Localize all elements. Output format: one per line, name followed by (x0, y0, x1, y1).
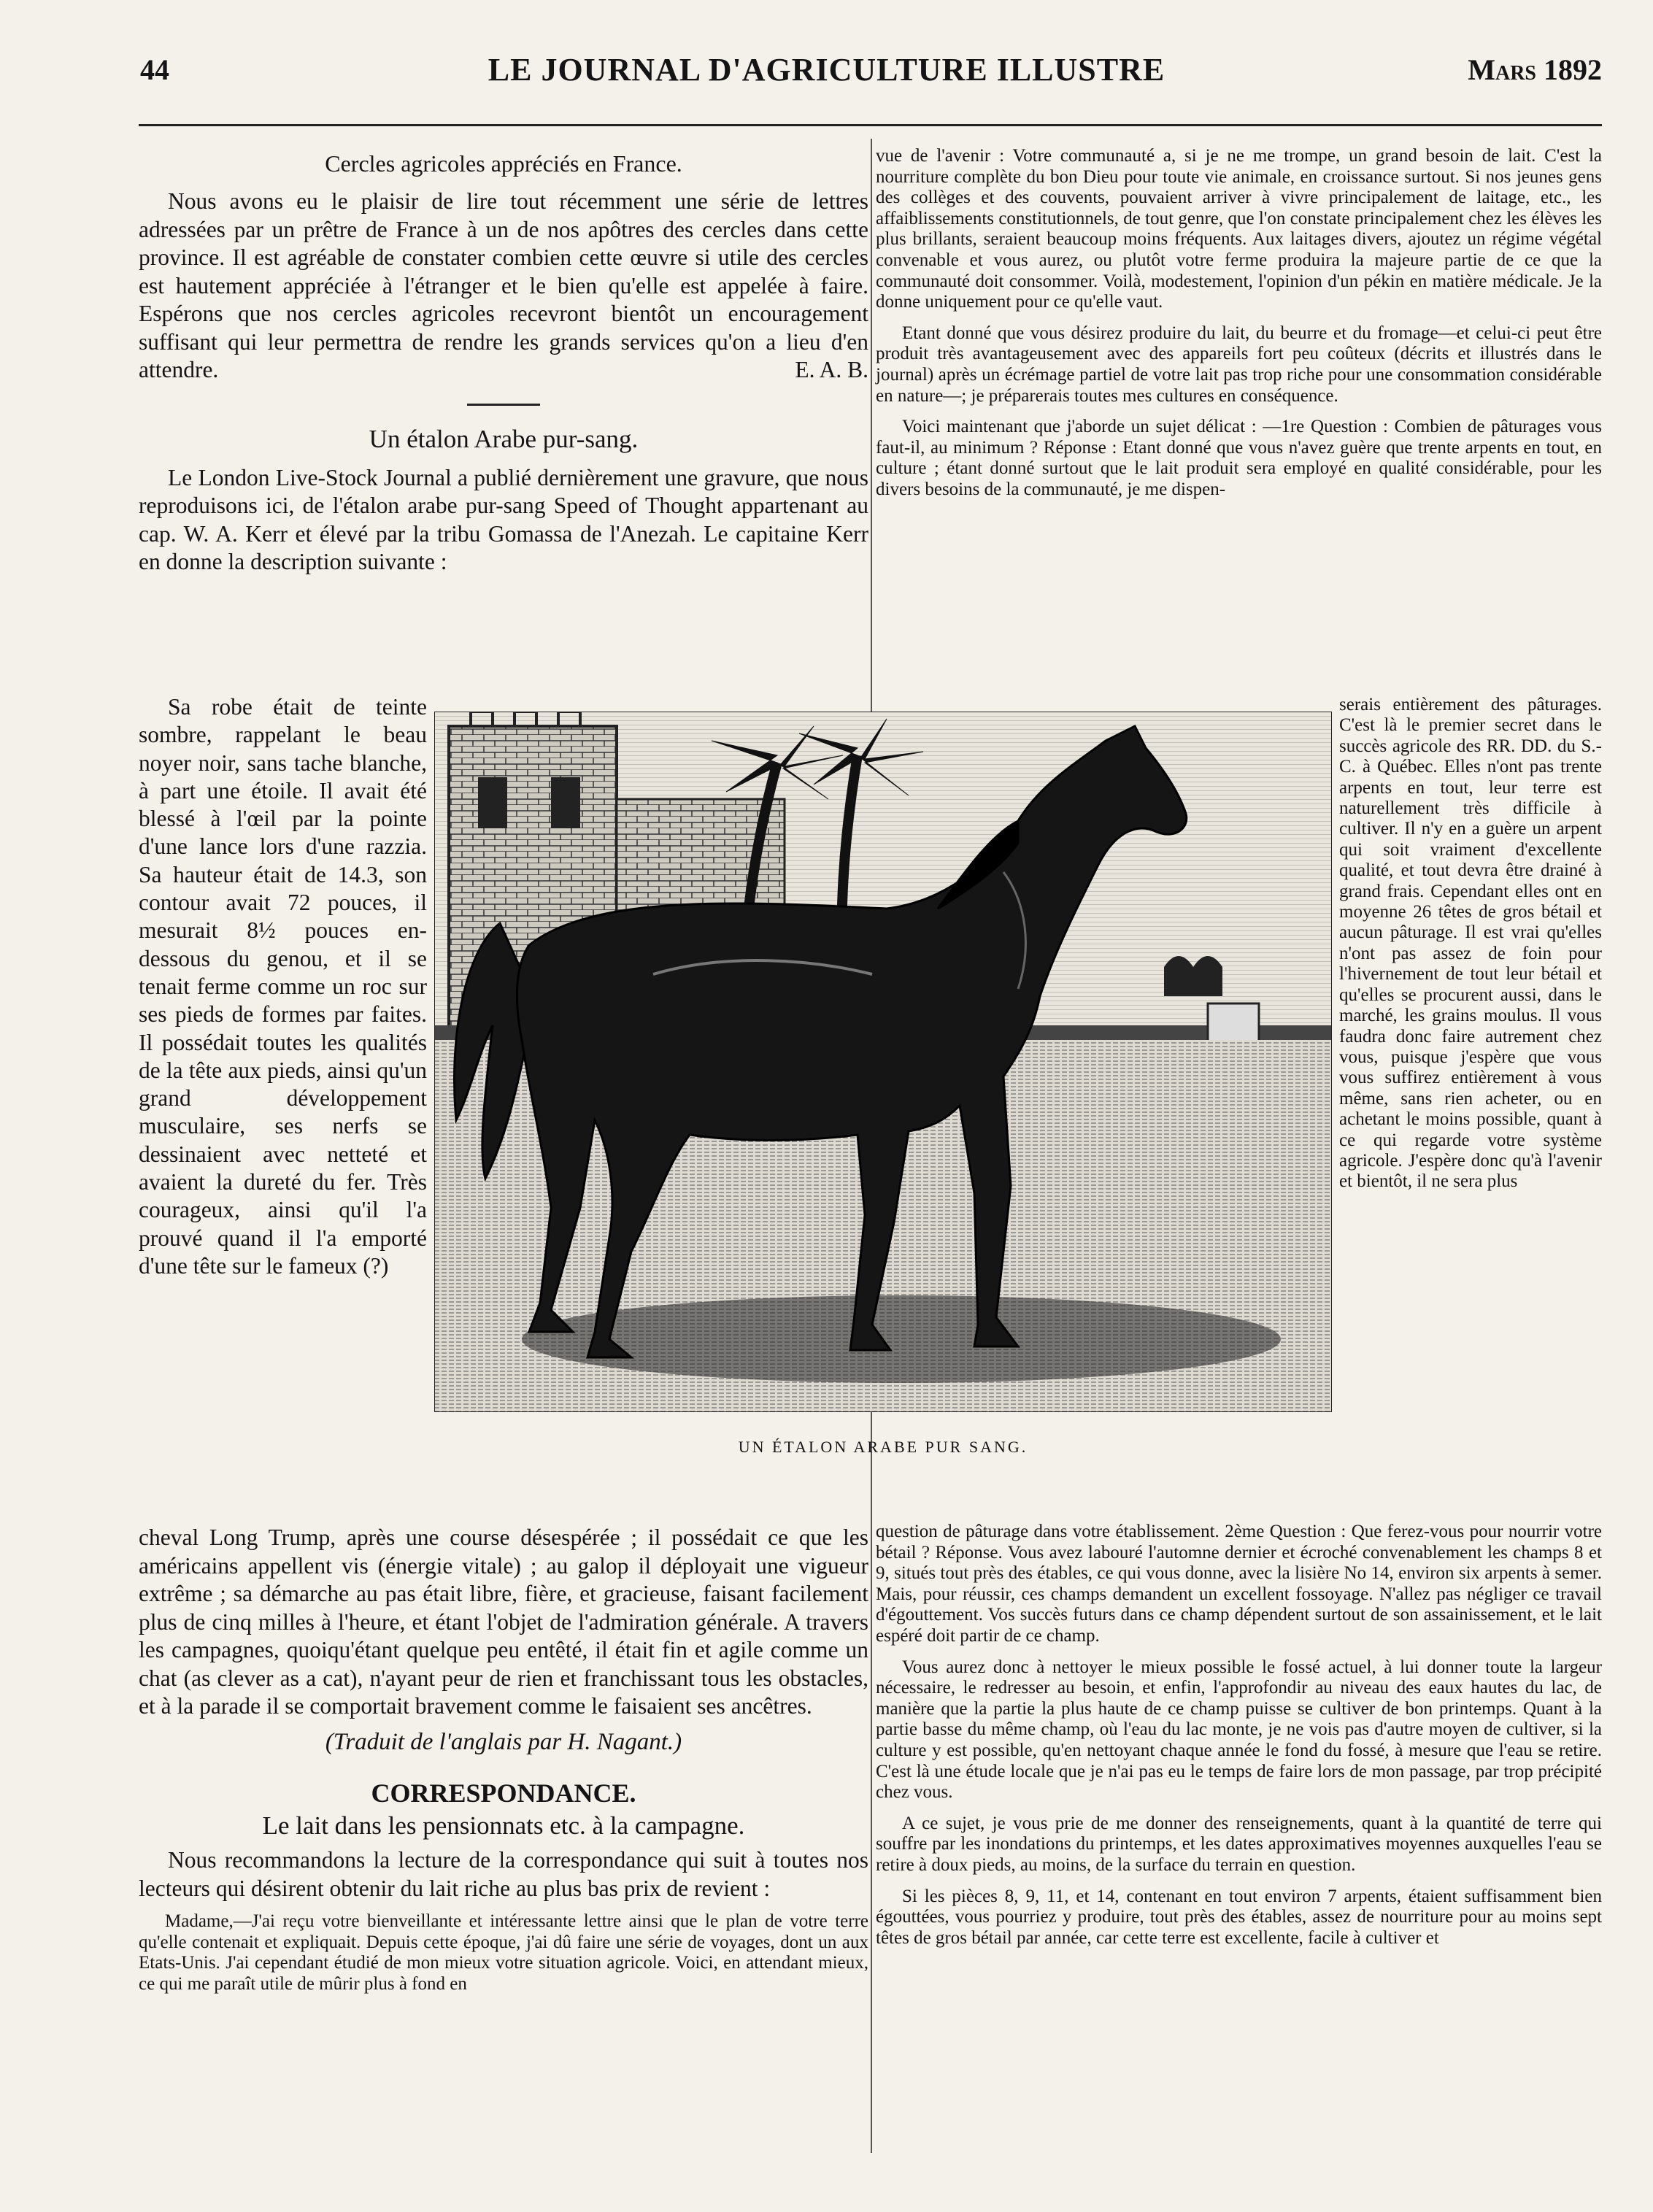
journal-title: LE JOURNAL D'AGRICULTURE ILLUSTRE (488, 52, 1165, 88)
right-column-wrapped (1339, 695, 1602, 1192)
article-title-cercles: Cercles agricoles appréciés en France. (325, 150, 682, 177)
right-column-lower (876, 1522, 1602, 1949)
right-column-upper (876, 146, 1602, 501)
correspondance-subtitle: Le lait dans les pensionnats etc. à la campagne. (262, 1811, 745, 1840)
letter-paragraph-5: Vous aurez donc à nettoyer le mieux possible le fossé actuel, à lui donner toute la largeur nécessaire, le redresser au besoin, et enfin, l'approfondir au niveau des eaux hautes du lac, de manière que la partie la plus haute de ce champ puisse se cultiver de bon printemps. Quant à la partie basse du même champ, où l'eau du lac monte, je ne vois pas d'autre moyen de cultiver, si la culture y est possible, qu'en nettoyant chaque année le fond du fossé, à mesure que l'eau se retire. C'est là une étude locale que je n'ai pas eu le temps de faire lors de mon passage, par trop précipité chez vous. (876, 1657, 1602, 1803)
header-rule (139, 124, 1602, 126)
horse-description-text: Sa robe était de teinte sombre, rappelant le beau noyer noir, sans tache blanche, à part une étoile. Il avait été blessé à l'œil par la pointe d'une lance lors d'une razzia. Sa hauteur était de 14.3, son contour avait 72 pouces, il mesurait 8½ pouces en-dessous du genou, et il se tenait ferme comme un roc sur ses pieds de formes par faites. Il possédait toutes les qualités de la tête aux pieds, ainsi qu'un grand développement musculaire, ses nerfs se dessinaient avec netteté et avaient la dureté du fer. Très courageux, ainsi qu'il l'a prouvé quand il l'a emporté d'une tête sur le fameux (?) (139, 694, 427, 1279)
page-number: 44 (140, 53, 169, 86)
letter-paragraph-1: vue de l'avenir : Votre communauté a, si je ne me trompe, un grand besoin de lait. C'est la nourriture complète du bon Dieu pour toute vie animale, en croissance surtout. Si nos jeunes gens des collèges et des couvents, pouvaient arriver à vivre principalement de laitage, etc., les affaiblissements constitutionnels, de tout genre, que l'on constate principalement chez les élèves les plus brillants, seraient beaucoup moins fréquents. Aux laitages divers, ajoutez un régime végétal convenable et vous aurez, ou plutôt votre ferme produira la majeure partie de ce que la communauté doit consommer. Voilà, modestement, l'opinion d'un pékin en matière médicale. Je la donne uniquement pour ce qu'elle vaut. (876, 146, 1602, 312)
left-column-upper (139, 146, 868, 577)
letter-paragraph-7: Si les pièces 8, 9, 11, et 14, contenant en tout environ 7 arpents, étaient suffisamment bien égouttées, vous pourriez y produire, tout près des étables, assez de nourriture pour au moins sept têtes de gros bétail par année, car cette terre est excellente, facile à cultiver et (876, 1886, 1602, 1948)
horse-description-continued: cheval Long Trump, après une course désespérée ; il possédait ce que les américains appellent vis (énergie vitale) ; au galop il déployait une vigueur extrême ; sa démarche au pas était libre, fière, et gracieuse, faisant facilement plus de cinq milles à l'heure, et étant l'objet de l'admiration générale. A travers les campagnes, quoiqu'étant quelque peu entêté, il était fin et agile comme un chat (as clever as a cat), n'ayant peur de rien et franchissant tous les obstacles, et à la parade il se comportait bravement comme le faisaient ses ancêtres. (139, 1525, 868, 1719)
article-body-cercles (139, 188, 868, 385)
correspondance-intro: Nous recommandons la lecture de la correspondance qui suit à toutes nos lecteurs qui désirent obtenir du lait riche au plus bas prix de revient : (139, 1847, 868, 1901)
translation-note: (Traduit de l'anglais par H. Nagant.) (325, 1728, 682, 1755)
article-title-etalon: Un étalon Arabe pur-sang. (369, 424, 639, 453)
letter-start: Madame,—J'ai reçu votre bienveillante et intéressante lettre ainsi que le plan de votre terre qu'elle contenait et expliquait. Depuis cette époque, j'ai dû faire une série de voyages, dont un aux Etats-Unis. J'ai cependant étudié de mon mieux votre situation agricole. Voici, en attendant mieux, ce qui me paraît utile de mûrir plus à fond en (139, 1911, 868, 1994)
article-text: Nous avons eu le plaisir de lire tout récemment une série de lettres adressées par un prêtre de France à un de nos apôtres des cercles dans cette province. Il est agréable de constater combien cette œuvre si utile des cercles est hautement appréciée à l'étranger et le bien qu'elle est appelée à faire. Espérons que nos cercles agricoles recevront bientôt un encouragement suffisant qui leur permettra de rendre les grands services qu'on a lieu d'en attendre. (139, 188, 868, 382)
letter-paragraph-3: Voici maintenant que j'aborde un sujet délicat : —1re Question : Combien de pâturages vous faut-il, au minimum ? Réponse : Etant donné que vous n'avez guère que trente arpents en tout, en culture ; étant donné surtout que le lait produit sera employé en qualité considérable, pour les divers besoins de la communauté, je me dispen- (876, 417, 1602, 499)
left-column-lower (139, 1524, 868, 1995)
correspondance-title: CORRESPONDANCE. (371, 1779, 636, 1808)
article-signature: E. A. B. (795, 357, 868, 382)
horse-engraving (434, 712, 1332, 1412)
issue-date: Mars 1892 (1468, 53, 1602, 86)
horse-illustration (434, 712, 1332, 1412)
letter-paragraph-4: question de pâturage dans votre établissement. 2ème Question : Que ferez-vous pour nourrir votre bétail ? Réponse. Vous avez labouré l'automne dernier et écroché convenablement les champs 8 et 9, situés tout près des étables, ce qui vous donne, avec la lisière No 14, environ six arpents à semer. Mais, pour réussir, ces champs demandent un excellent fossoyage. N'allez pas négliger ce travail d'égouttement. Vos succès futurs dans ce champ dépendent surtout de son assainissement, et le lait espéré doit partir de ce champ. (876, 1522, 1602, 1646)
letter-paragraph-2: Etant donné que vous désirez produire du lait, du beurre et du fromage—et celui-ci peut être produit très avantageusement avec des appareils fort peu coûteux (décrits et illustrés dans le journal) après un écrémage partiel de votre lait pas trop riche pour une consommation considérable en nature—; je préparerais toutes mes cultures en conséquence. (876, 323, 1602, 406)
section-separator (467, 404, 540, 406)
letter-wrapped-text: serais entièrement des pâturages. C'est là le premier secret dans le succès agricole des RR. DD. du S.-C. à Québec. Elles n'ont pas trente arpents en tout, leur terre est naturellement très difficile à cultiver. Il n'y en a guère un arpent qui soit vraiment d'excellente qualité, et tout devra être drainé à grand frais. Cependant elles ont en moyenne 26 têtes de gros bétail et aucun pâturage. Il est vrai qu'elles n'ont pas assez de foin pour l'hivernement de tout leur bétail et qu'elles se procurent aussi, dans le marché, les grains moulus. Il vous faudra donc faire autrement chez vous, puisque j'espère que vous vous suffirez entièrement à vous même, sans rien acheter, ou en achetant le moins possible, quant à ce qui regarde votre système agricole. J'espère donc qu'à l'avenir et bientôt, il ne sera plus (1339, 695, 1602, 1192)
figure-caption: UN ÉTALON ARABE PUR SANG. (738, 1438, 1028, 1456)
article-intro-etalon: Le London Live-Stock Journal a publié dernièrement une gravure, que nous reproduisons ici, de l'étalon arabe pur-sang Speed of Thought appartenant au cap. W. A. Kerr et élevé par la tribu Gomassa de l'Anezah. Le capitaine Kerr en donne la description suivante : (139, 464, 868, 574)
horse-description-wrapped (139, 693, 427, 1280)
letter-paragraph-6: A ce sujet, je vous prie de me donner des renseignements, quant à la quantité de terre qui souffre par les inondations du printemps, et les dates approximatives moyennes auxquelles l'eau se retire à doux pieds, au moins, de la surface du terrain en question. (876, 1813, 1602, 1875)
